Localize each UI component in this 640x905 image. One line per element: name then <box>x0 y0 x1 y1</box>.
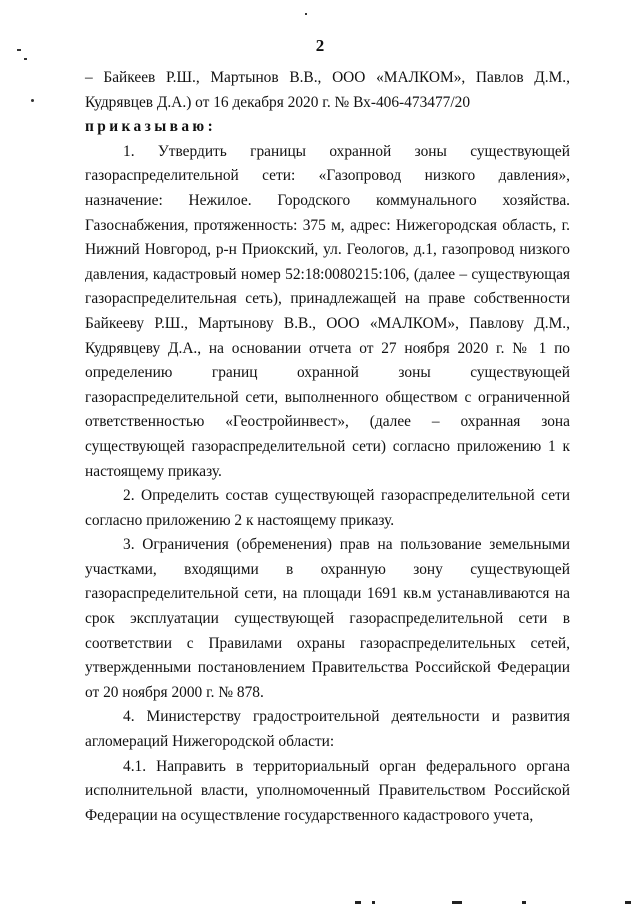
paragraph-item-4: 4. Министерству градостроительной деятельности и развития агломераций Нижегородской области: <box>85 708 570 751</box>
paragraph-item-4-1: 4.1. Направить в территориальный орган федерального органа исполнительной власти, уполномоченный Правительством Российской Федерации на осуществление государственного кадастрового учета, <box>85 757 570 824</box>
paragraph-item-2: 2. Определить состав существующей газораспределительной сети согласно приложению 2 к настоящему приказу. <box>85 487 570 529</box>
scan-bottom-edge <box>0 898 640 904</box>
order-heading: приказываю: <box>85 118 217 136</box>
paragraph-applicants: – Байкеев Р.Ш., Мартынов В.В., ООО «МАЛКОМ», Павлов Д.М., Кудрявцев Д.А.) от 16 декабря 2020 г. № Вх-406-473477/20 <box>85 69 570 111</box>
document-body <box>85 66 570 828</box>
scan-artifact-mark <box>31 99 34 102</box>
scan-artifact-mark <box>305 13 307 15</box>
paragraph-item-3: 3. Ограничения (обременения) прав на пользование земельными участками, входящими в охранную зону существующей газораспределительной сети, на площади 1691 кв.м устанавливаются на срок эксплуатации существующей газораспределительной сети в соответствии с Правилами охраны газораспределительных сетей, утвержденными постановлением Правительства Российской Федерации от 20 ноября 2000 г. № 878. <box>85 536 570 701</box>
paragraph-item-1: 1. Утвердить границы охранной зоны существующей газораспределительной сети: «Газопровод низкого давления», назначение: Нежилое. Городского коммунального хозяйства. Газоснабжения, протяженность: 375 м, адрес: Нижегородская область, г. Нижний Новгород, р-н Приокский, ул. Геологов, д.1, газопровод низкого давления, кадастровый номер 52:18:0080215:106, (далее – существующая газораспределительная сеть), принадлежащей на праве собственности Байкееву Р.Ш., Мартынову В.В., ООО «МАЛКОМ», Павлову Д.М., Кудрявцеву Д.А., на основании отчета от 27 ноября 2020 г. № 1 по определению границ охранной зоны существующей газораспределительной сети, выполненного обществом с ограниченной ответственностью «Геостройинвест», (далее – охранная зона существующей газораспределительной сети) согласно приложению 1 к настоящему приказу. <box>85 142 570 480</box>
scan-artifact-mark <box>24 58 27 60</box>
page-number: 2 <box>315 36 325 55</box>
